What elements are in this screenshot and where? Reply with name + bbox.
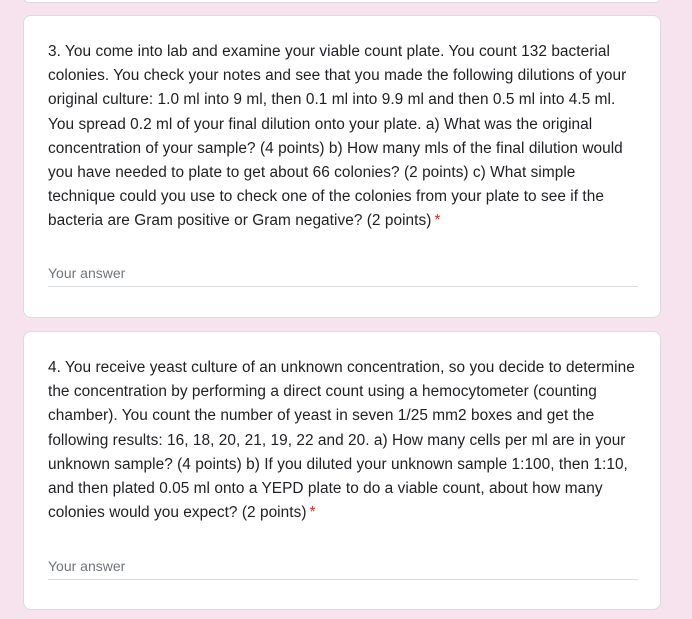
- answer-input-3[interactable]: [48, 259, 638, 287]
- question-text-4: [48, 356, 640, 525]
- question-body-3: You come into lab and examine your viable count plate. You count 132 bacterial colonies. You check your notes and see that you made the following dilutions of your original culture: 1.0 ml into 9 ml, then 0.1 ml into 9.9 ml and then 0.5 ml into 4.5 ml. You spread 0.2 ml of your final dilution onto your plate. a) What was the original concentration of your sample? (4 points) b) How many mls of the final dilution would you have needed to plate to get about 66 colonies? (2 points) c) What simple technique could you use to check one of the colonies from your plate to see if the bacteria are Gram positive or Gram negative? (2 points): [48, 43, 627, 230]
- question-number-3: 3.: [48, 43, 61, 60]
- question-text-3: [48, 40, 640, 234]
- required-asterisk-icon: *: [309, 504, 316, 522]
- question-card-3: [23, 15, 661, 318]
- question-number-4: 4.: [48, 359, 61, 376]
- answer-input-4[interactable]: [48, 552, 638, 580]
- question-card-4: [23, 331, 661, 610]
- question-body-4: You receive yeast culture of an unknown concentration, so you decide to determine the concentration by performing a direct count using a hemocytometer (counting chamber). You count the number of yeast in seven 1/25 mm2 boxes and get the following results: 16, 18, 20, 21, 19, 22 and 20. a) How many cells per ml are in your unknown sample? (4 points) b) If you diluted your unknown sample 1:100, then 1:10, and then plated 0.05 ml onto a YEPD plate to do a viable count, about how many colonies would you expect? (2 points): [48, 359, 635, 522]
- required-asterisk-icon: *: [434, 212, 441, 230]
- previous-question-card: [23, 0, 661, 3]
